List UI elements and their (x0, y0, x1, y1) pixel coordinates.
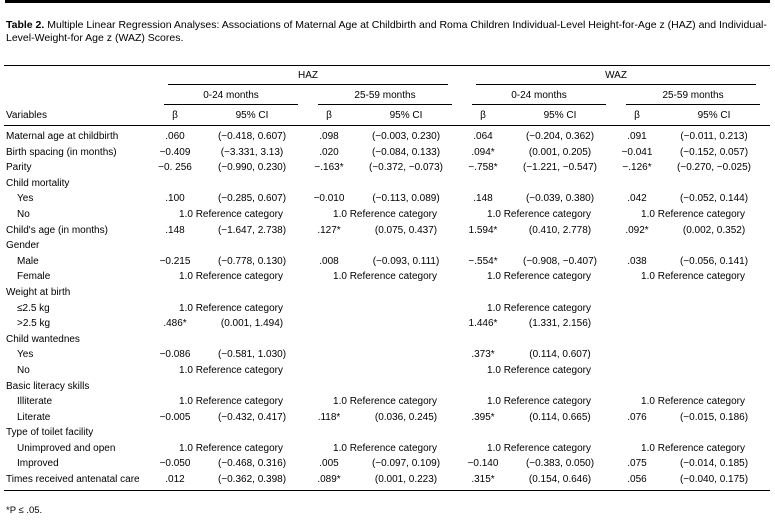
empty-cell (658, 300, 770, 316)
variable-label: Type of toilet facility (6, 427, 94, 439)
ci-cell: (−0.362, 0.398) (217, 474, 287, 486)
ci-cell: (0.075, 0.437) (374, 224, 438, 236)
beta-cell: −0.086 (159, 349, 191, 361)
ci-column-header: 95% CI (196, 105, 308, 126)
ci-cell: (−0.581, 1.030) (217, 349, 287, 361)
ci-cell: (−0.113, 0.089) (372, 193, 440, 205)
empty-cell (658, 285, 770, 301)
beta-cell: −0.409 (159, 146, 191, 158)
ci-column-header: 95% CI (658, 105, 770, 126)
empty-cell (350, 285, 462, 301)
reference-cell: 1.0 Reference category (333, 396, 437, 408)
ci-cell: (−0.040, 0.175) (679, 474, 749, 486)
variable-label: Child's age (in months) (6, 224, 108, 236)
data-row (4, 347, 770, 363)
beta-column-header: β (616, 105, 658, 126)
beta-column-header: β (462, 105, 504, 126)
empty-cell (154, 378, 196, 394)
beta-cell: .012 (165, 474, 185, 486)
empty-cell (350, 378, 462, 394)
ci-cell: (0.410, 2.778) (528, 224, 592, 236)
ci-column-header: 95% CI (350, 105, 462, 126)
beta-cell: .148 (473, 193, 493, 205)
data-row (4, 300, 770, 316)
variable-label: >2.5 kg (17, 318, 51, 330)
group-header-waz-label: WAZ (476, 66, 756, 85)
reference-cell: 1.0 Reference category (333, 442, 437, 454)
beta-cell: .094* (471, 146, 495, 158)
beta-cell: −.126* (622, 162, 652, 174)
beta-cell: −.163* (314, 162, 344, 174)
beta-column-header: β (154, 105, 196, 126)
beta-cell: −.758* (468, 162, 498, 174)
beta-cell: .395* (471, 411, 495, 423)
empty-cell (308, 378, 350, 394)
beta-cell: .075 (627, 458, 647, 470)
empty-cell (658, 331, 770, 347)
variable-label: Improved (17, 458, 59, 470)
data-row (4, 222, 770, 238)
data-row (4, 253, 770, 269)
ci-cell: (−3.331, 3.13) (220, 146, 284, 158)
empty-cell (308, 300, 350, 316)
reference-cell: 1.0 Reference category (179, 208, 283, 220)
empty-cell (504, 238, 616, 254)
reference-cell: 1.0 Reference category (641, 396, 745, 408)
empty-cell (658, 316, 770, 332)
reference-cell: 1.0 Reference category (487, 396, 591, 408)
ci-cell: (−0.152, 0.057) (679, 146, 749, 158)
regression-table (4, 65, 770, 491)
variable-label: Birth spacing (in months) (6, 146, 117, 158)
data-row (4, 126, 770, 145)
reference-cell: 1.0 Reference category (487, 442, 591, 454)
beta-cell: .315* (471, 474, 495, 486)
ci-cell: (−0.097, 0.109) (371, 458, 441, 470)
section-row (4, 285, 770, 301)
empty-cell (616, 238, 658, 254)
ci-cell: (−0.052, 0.144) (679, 193, 749, 205)
empty-cell (658, 378, 770, 394)
section-row (4, 378, 770, 394)
ci-cell: (−0.014, 0.185) (679, 458, 749, 470)
empty-cell (504, 285, 616, 301)
empty-cell (308, 347, 350, 363)
reference-cell: 1.0 Reference category (333, 271, 437, 283)
beta-cell: .091 (627, 131, 647, 142)
variable-label: Maternal age at childbirth (6, 131, 119, 142)
beta-cell: .486* (163, 318, 187, 330)
variable-label: No (17, 364, 30, 376)
table-top-rule (5, 0, 770, 3)
variable-label: Child wantednes (6, 333, 80, 345)
empty-cell (350, 331, 462, 347)
group-header-haz (154, 66, 462, 86)
empty-cell (616, 331, 658, 347)
beta-cell: 1.594* (468, 224, 498, 236)
group-header-haz-label: HAZ (168, 66, 448, 85)
variable-label: ≤2.5 kg (17, 302, 50, 314)
ci-cell: (0.036, 0.245) (374, 411, 438, 423)
ci-cell: (−0.204, 0.362) (525, 131, 595, 142)
table-body (4, 126, 770, 491)
subgroup-header-haz-0-24 (154, 85, 308, 105)
empty-cell (616, 316, 658, 332)
empty-cell (350, 347, 462, 363)
ci-cell: (1.331, 2.156) (528, 318, 592, 330)
empty-cell (658, 363, 770, 379)
empty-cell (154, 331, 196, 347)
data-row (4, 316, 770, 332)
data-row (4, 269, 770, 285)
empty-cell (196, 378, 308, 394)
ci-cell: (0.001, 0.223) (374, 474, 438, 486)
beta-cell: .076 (627, 411, 647, 423)
subgroup-header-label: 25-59 months (318, 85, 452, 105)
beta-cell: .064 (473, 131, 493, 142)
variable-label: Female (17, 271, 51, 283)
ci-cell: (0.114, 0.607) (529, 349, 591, 361)
reference-cell: 1.0 Reference category (179, 396, 283, 408)
section-row (4, 238, 770, 254)
empty-cell (154, 285, 196, 301)
reference-cell: 1.0 Reference category (487, 271, 591, 283)
beta-cell: .056 (627, 474, 647, 486)
ci-cell: (−0.468, 0.316) (217, 458, 287, 470)
beta-cell: −0.005 (159, 411, 191, 423)
beta-cell: .092* (625, 224, 649, 236)
data-row (4, 394, 770, 410)
subgroup-header-label: 0-24 months (472, 85, 606, 105)
subgroup-header-label: 25-59 months (626, 85, 760, 105)
ci-cell: (0.001, 0.205) (528, 146, 592, 158)
empty-cell (504, 175, 616, 191)
data-row (4, 456, 770, 472)
ci-cell: (−0.084, 0.133) (371, 146, 441, 158)
data-row (4, 363, 770, 379)
ci-cell: (0.001, 1.494) (220, 318, 284, 330)
reference-cell: 1.0 Reference category (179, 442, 283, 454)
variable-label: Times received antenatal care (6, 474, 140, 486)
ci-cell: (−1.221, −0.547) (523, 162, 597, 174)
subgroup-header-label: 0-24 months (164, 85, 298, 105)
empty-cell (616, 347, 658, 363)
empty-cell (658, 347, 770, 363)
empty-cell (308, 331, 350, 347)
empty-cell (308, 316, 350, 332)
empty-cell (504, 378, 616, 394)
beta-cell: .148 (165, 224, 185, 236)
empty-cell (462, 331, 504, 347)
reference-cell: 1.0 Reference category (641, 208, 745, 220)
beta-column-header: β (308, 105, 350, 126)
beta-cell: −.554* (468, 255, 498, 267)
data-row (4, 409, 770, 425)
ci-column-header: 95% CI (504, 105, 616, 126)
beta-cell: −0.050 (159, 458, 191, 470)
empty-cell (616, 425, 658, 441)
ci-cell: (−0.015, 0.186) (679, 411, 749, 423)
ci-cell: (−0.372, −0.073) (369, 162, 443, 174)
table-caption-text: Multiple Linear Regression Analyses: Associations of Maternal Age at Childbirth and Roma Children Individual-Level Height-for-Age z (HAZ) and Individual-Level-Weight-for Age z (WAZ) Scores. (6, 18, 767, 44)
ci-cell: (−0.003, 0.230) (371, 131, 441, 142)
ci-cell: (−0.039, 0.380) (525, 193, 595, 205)
empty-cell (350, 316, 462, 332)
ci-cell: (0.114, 0.665) (529, 411, 591, 423)
empty-cell (308, 285, 350, 301)
section-row (4, 331, 770, 347)
empty-cell (196, 331, 308, 347)
subgroup-header-waz-25-59 (616, 85, 770, 105)
table-caption (4, 14, 771, 55)
empty-cell (350, 175, 462, 191)
variable-label: Parity (6, 162, 32, 174)
beta-cell: −0.010 (313, 193, 345, 205)
empty-cell (504, 425, 616, 441)
empty-cell (196, 238, 308, 254)
variable-label: Literate (17, 411, 51, 423)
empty-cell (308, 238, 350, 254)
section-row (4, 425, 770, 441)
reference-cell: 1.0 Reference category (179, 302, 283, 314)
reference-cell: 1.0 Reference category (641, 442, 745, 454)
beta-cell: .089* (317, 474, 341, 486)
beta-cell: .042 (627, 193, 647, 205)
variables-header: Variables (4, 66, 154, 126)
reference-cell: 1.0 Reference category (179, 271, 283, 283)
table-footnote: *P ≤ .05. (6, 504, 43, 516)
ci-cell: (−0.990, 0.230) (217, 162, 287, 174)
empty-cell (658, 175, 770, 191)
variable-label: Illiterate (17, 396, 53, 408)
group-header-waz (462, 66, 770, 86)
empty-cell (616, 300, 658, 316)
beta-cell: .373* (471, 349, 495, 361)
variable-label: Yes (17, 193, 34, 205)
beta-cell: −0. 256 (158, 162, 192, 174)
table-caption-number: Table 2. (6, 18, 45, 31)
variable-label: Male (17, 255, 39, 267)
empty-cell (350, 425, 462, 441)
reference-cell: 1.0 Reference category (179, 364, 283, 376)
variable-label: Gender (6, 240, 40, 252)
variable-label: Yes (17, 349, 34, 361)
empty-cell (308, 425, 350, 441)
data-row (4, 441, 770, 457)
data-row (4, 144, 770, 160)
empty-cell (616, 285, 658, 301)
beta-cell: 1.446* (468, 318, 498, 330)
ci-cell: (−0.778, 0.130) (217, 255, 287, 267)
ci-cell: (−0.418, 0.607) (217, 131, 287, 142)
beta-cell: .127* (317, 224, 341, 236)
empty-cell (308, 363, 350, 379)
ci-cell: (−0.093, 0.111) (372, 255, 440, 267)
ci-cell: (−0.270, −0.025) (677, 162, 751, 174)
empty-cell (196, 285, 308, 301)
empty-cell (350, 300, 462, 316)
beta-cell: .060 (165, 131, 185, 142)
empty-cell (616, 363, 658, 379)
section-row (4, 175, 770, 191)
beta-cell: −0.140 (467, 458, 499, 470)
empty-cell (350, 238, 462, 254)
ci-cell: (0.002, 0.352) (682, 224, 746, 236)
empty-cell (308, 175, 350, 191)
empty-cell (616, 378, 658, 394)
variable-label: Basic literacy skills (6, 380, 90, 392)
ci-cell: (−0.056, 0.141) (679, 255, 749, 267)
ci-cell: (−0.432, 0.417) (217, 411, 287, 423)
beta-cell: .098 (319, 131, 339, 142)
empty-cell (658, 425, 770, 441)
ci-cell: (−0.011, 0.213) (680, 131, 748, 142)
empty-cell (350, 363, 462, 379)
empty-cell (462, 285, 504, 301)
empty-cell (462, 175, 504, 191)
beta-cell: .038 (627, 255, 647, 267)
empty-cell (154, 425, 196, 441)
reference-cell: 1.0 Reference category (487, 208, 591, 220)
variable-label: Unimproved and open (17, 442, 116, 454)
beta-cell: .020 (319, 146, 339, 158)
data-row (4, 160, 770, 176)
beta-cell: −0.215 (159, 255, 191, 267)
group-header-row (4, 66, 770, 86)
empty-cell (504, 331, 616, 347)
empty-cell (462, 238, 504, 254)
data-row (4, 472, 770, 491)
ci-cell: (−0.908, −0.407) (523, 255, 597, 267)
beta-cell: .005 (319, 458, 339, 470)
reference-cell: 1.0 Reference category (487, 364, 591, 376)
variable-label: Child mortality (6, 177, 70, 189)
beta-cell: −0.041 (621, 146, 653, 158)
empty-cell (462, 425, 504, 441)
empty-cell (154, 238, 196, 254)
ci-cell: (−1.647, 2.738) (217, 224, 287, 236)
subgroup-header-haz-25-59 (308, 85, 462, 105)
variable-label: No (17, 208, 30, 220)
ci-cell: (−0.285, 0.607) (217, 193, 287, 205)
reference-cell: 1.0 Reference category (333, 208, 437, 220)
reference-cell: 1.0 Reference category (487, 302, 591, 314)
empty-cell (196, 425, 308, 441)
empty-cell (616, 175, 658, 191)
beta-cell: .008 (319, 255, 339, 267)
empty-cell (462, 378, 504, 394)
empty-cell (196, 175, 308, 191)
empty-cell (154, 175, 196, 191)
subgroup-header-waz-0-24 (462, 85, 616, 105)
variable-label: Weight at birth (6, 286, 71, 298)
beta-cell: .118* (317, 411, 341, 423)
reference-cell: 1.0 Reference category (641, 271, 745, 283)
empty-cell (658, 238, 770, 254)
beta-cell: .100 (165, 193, 185, 205)
data-row (4, 207, 770, 223)
ci-cell: (0.154, 0.646) (528, 474, 592, 486)
data-row (4, 191, 770, 207)
ci-cell: (−0.383, 0.050) (525, 458, 595, 470)
